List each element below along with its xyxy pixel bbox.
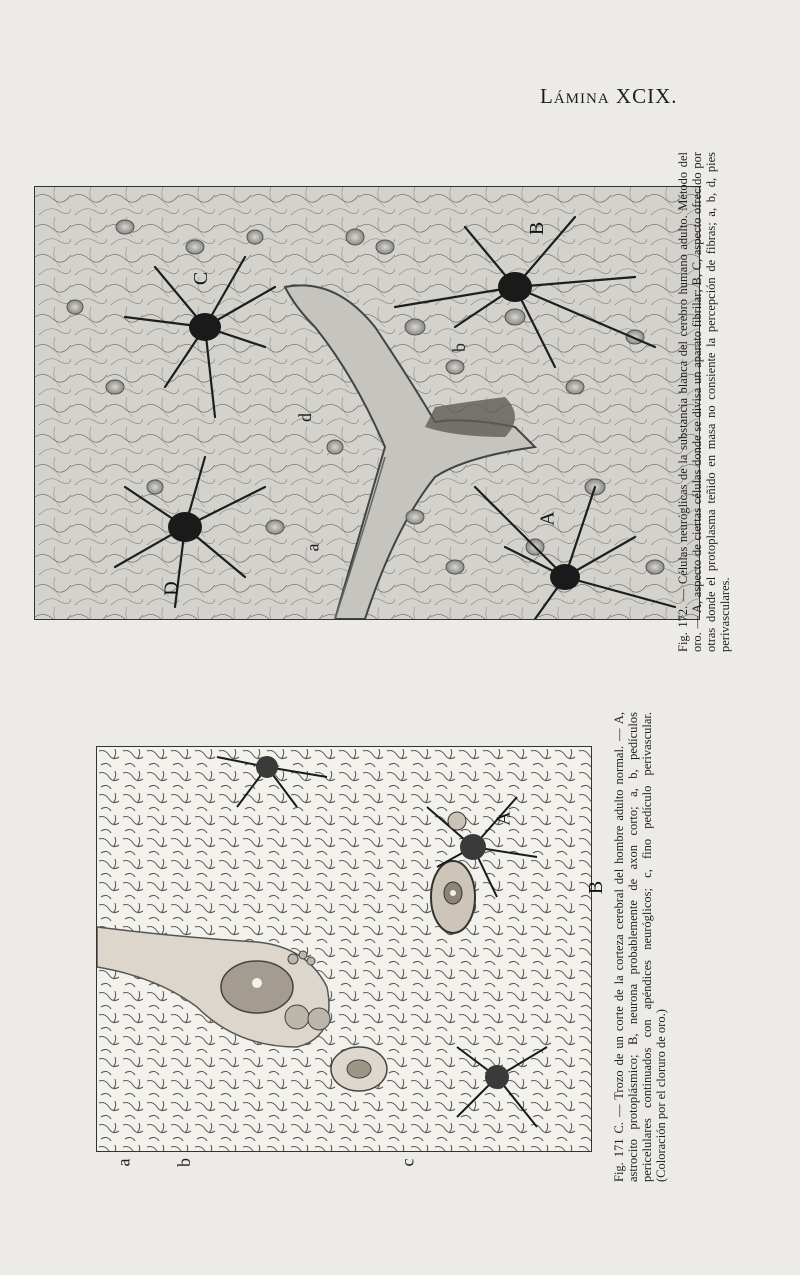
figure-172-image [34,186,700,620]
figure-171-label-B: B [585,880,608,895]
plate-word-initial: L [540,84,554,108]
figure-172-label-A: A [536,511,559,526]
figure-172-label-D: D [160,581,183,596]
figure-172-caption-text: — Células neuróglicas de la substancia blanca del cerebro humano adulto. Método del oro. — A, aspecto de ciertas células donde se divisa un aparato fibrilar; B, C, aspecto ofrecido por otras donde el protoplasma teñido en masa no consiente la percepción de fibras; a, b, d, pies perivasculares. [676,152,732,652]
figure-172-label-d: d [295,413,315,422]
plate-word-rest: ámina [553,84,610,108]
figure-172-caption-label: Fig. 172. [676,605,690,652]
figure-171-label-b: b [174,1158,194,1167]
plate-header [540,84,690,109]
figure-171-caption-text: — Trozo de un corte de la corteza cerebral del hombre adulto normal. — A, astrocito protoplásmico; B, neurona probablemente de axon corto; a, b, pedículos pericelulares continuados con apéndices neuróglicos; c, fino pedículo perivascular. (Coloración por el cloruro de oro.) [612,712,668,1182]
figure-172-label-b: b [449,343,469,352]
figure-172-label-B: B [526,221,549,236]
figure-171-label-a: a [113,1158,134,1167]
figure-172-illustration [35,187,699,619]
figure-171-label-c: c [397,1158,418,1167]
figure-172-caption [676,152,732,652]
figure-172-label-a: a [302,543,323,552]
plate-number: XCIX. [615,84,678,108]
figure-171-label-A: A [492,811,515,826]
figure-172-label-C: C [190,271,213,286]
figure-171-caption-label: Fig. 171 C. [612,1122,626,1182]
figure-171-image [96,746,592,1152]
figure-171-illustration [97,747,591,1151]
figure-171-caption [612,712,668,1182]
